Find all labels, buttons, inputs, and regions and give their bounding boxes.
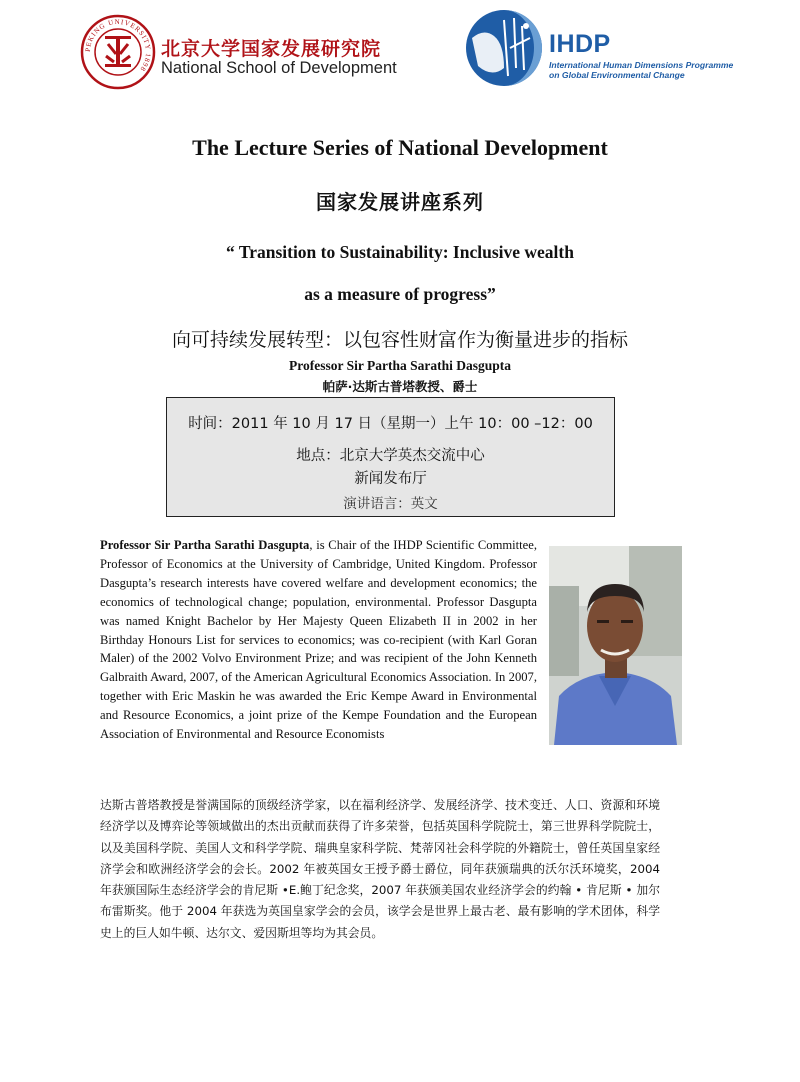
pku-name-en: National School of Development [161, 59, 397, 77]
bio-en [100, 536, 537, 744]
bio-name: Professor Sir Partha Sarathi Dasgupta [100, 538, 310, 552]
talk-title-en-line1: “ Transition to Sustainability: Inclusive wealth [226, 242, 574, 262]
pku-seal-icon [80, 14, 156, 90]
speaker-portrait [549, 546, 682, 745]
ihdp-full-line1: International Human Dimensions Programme [549, 60, 734, 70]
talk-title-cn: 向可持续发展转型：以包容性财富作为衡量进步的指标 [171, 329, 628, 351]
ihdp-globe-icon [464, 8, 544, 88]
series-title-en: The Lecture Series of National Development [192, 135, 608, 160]
speaker-name-cn: 帕萨·达斯古普塔教授、爵士 [322, 379, 478, 394]
speaker-name-en: Professor Sir Partha Sarathi Dasgupta [288, 358, 511, 373]
event-place: 地点：北京大学英杰交流中心 [296, 448, 485, 464]
ihdp-full-name [549, 60, 733, 80]
pku-name-cn: 北京大学国家发展研究院 [161, 38, 382, 60]
pku-seal-text: PEKING UNIVERSITY 1898 [83, 17, 153, 74]
bio-text-en: , is Chair of the IHDP Scientific Committee, Professor of Economics at the University of Cambridge, United Kingdom. Professor Dasgupta’s research interests have covered welfare and development economics; the economics of technological change; population, environmental. Professor Dasgupta was named Knight Bachelor by Her Majesty Queen Elizabeth II in 2002 in her Birthday Honours List for services to economics; was co-recipient (with Karl Goran Maler) of the 2002 Volvo Environment Prize; and was recipient of the John Kenneth Galbraith Award, 2007, of the American Agricultural Economics Association. In 2007, together with Eric Maskin he was awarded the Eric Kempe Award in Environmental and Resource Economics, a joint prize of the Kempe Foundation and the European Association of Environmental and Resource Economists [100, 538, 537, 742]
portrait-image [549, 546, 682, 745]
event-info-box [166, 397, 615, 517]
ihdp-full-line2: on Global Environmental Change [549, 70, 685, 80]
bio-cn: 达斯古普塔教授是誉满国际的顶级经济学家，以在福利经济学、发展经济学、技术变迁、人口、资源和环境经济学以及博弈论等领域做出的杰出贡献而获得了许多荣誉，包括英国科学院院士，第三世界科学院院士，以及美国科学院、美国人文和科学学院、瑞典皇家科学院、梵蒂冈社会科学院的外籍院士，曾任英国皇家经济学会和欧洲经济学会的会长。2002 年被英国女王授予爵士爵位，同年获颁瑞典的沃尔沃环境奖，2004 年获颁国际生态经济学会的肯尼斯 •E.鲍丁纪念奖，2007 年获颁美国农业经济学会的约翰 • 肯尼斯 • 加尔布雷斯奖。他于 2004 年获选为英国皇家学会的会员，该学会是世界上最古老、最有影响的学术团体，科学史上的巨人如牛顿、达尔文、爱因斯坦等均为其会员。 [100, 798, 660, 940]
event-place-room: 新闻发布厅 [354, 471, 427, 487]
series-title-cn: 国家发展讲座系列 [316, 190, 484, 214]
talk-title-en-line2: as a measure of progress” [304, 284, 496, 304]
ihdp-mark: IHDP [549, 30, 611, 58]
event-language: 演讲语言：英文 [343, 496, 438, 512]
event-time: 时间：2011 年 10 月 17 日（星期一）上午 10：00 –12：00 [188, 416, 593, 432]
